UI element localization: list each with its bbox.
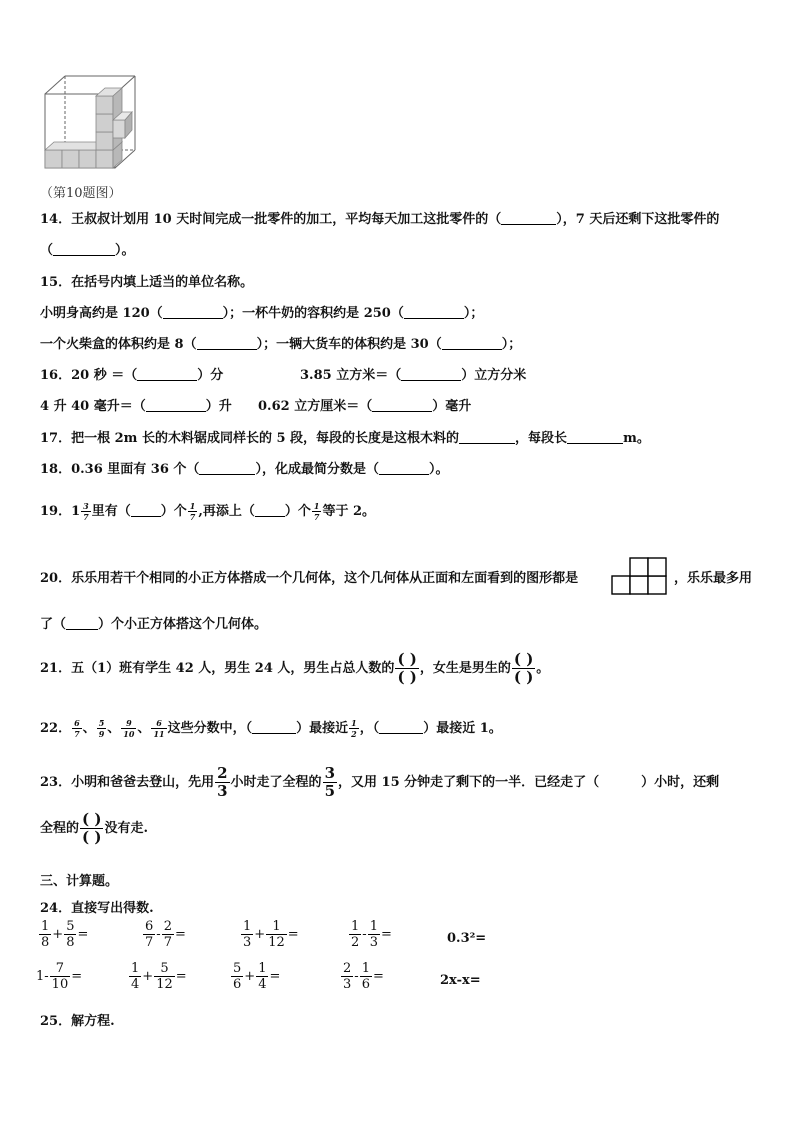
- calc-item: $\frac{2}{3}$ - $\frac{1}{6}$ =: [343, 961, 384, 992]
- answer-blank[interactable]: [146, 397, 206, 412]
- view-grid-figure: [611, 556, 669, 600]
- answer-blank[interactable]: [163, 304, 223, 319]
- answer-blank[interactable]: [379, 719, 423, 734]
- answer-fraction[interactable]: $\frac{( )}{( )}$: [82, 810, 102, 846]
- answer-blank[interactable]: [404, 304, 464, 319]
- answer-blank[interactable]: [401, 366, 461, 381]
- question-17: 17．把一根 2m 长的木料锯成同样长的 5 段，每段的长度是这根木料的 ，每段长 m。: [40, 431, 650, 446]
- question-14-line1: 14．王叔叔计划用 10 天时间完成一批零件的加工，平均每天加工这批零件的（ ），7 天后还剩下这批零件的: [40, 212, 720, 227]
- question-22: 22． $\frac{6}{7}$ 、 $\frac{5}{9}$ 、 $\frac{9}{10}$ 、 $\frac{6}{11}$ 这些分数中，（ ）最接近 $\frac{1}{2}$ ，（ ）最接近 1。: [40, 718, 502, 739]
- question-14-line2: （ ）。: [40, 243, 135, 258]
- fraction: $\frac{3}{5}$: [324, 764, 335, 800]
- question-15-line2: 一个火柴盒的体积约是 8（ ）；一辆大货车的体积约是 30（ ）；: [40, 337, 522, 352]
- question-24-title: 24．直接写出得数.: [40, 901, 154, 916]
- question-15-title: 15．在括号内填上适当的单位名称。: [40, 275, 254, 290]
- question-15-line1: 小明身高约是 120（ ）；一杯牛奶的容积约是 250（ ）；: [40, 306, 484, 321]
- calc-item: 0.3²=: [447, 931, 487, 946]
- question-23-line1: 23．小明和爸爸去登山，先用 $\frac{2}{3}$ 小时走了全程的 $\frac{3}{5}$ ，又用 15 分钟走了剩下的一半．已经走了（ ）小时，还剩: [40, 764, 720, 800]
- fraction: $\frac{3}{7}$: [83, 501, 89, 522]
- calc-item: 1- $\frac{7}{10}$ =: [36, 961, 83, 992]
- question-16-line1b: 3.85 立方米＝（ ）立方分米: [300, 368, 527, 383]
- answer-blank[interactable]: [131, 502, 161, 517]
- question-16-line2: 4 升 40 毫升＝（ ）升: [40, 399, 232, 414]
- fraction: $\frac{2}{3}$: [217, 764, 228, 800]
- fraction: $\frac{6}{7}$: [74, 718, 80, 739]
- fraction: $\frac{1}{2}$: [351, 718, 357, 739]
- answer-blank[interactable]: [442, 335, 502, 350]
- question-20-line1-end: ，乐乐最多用: [674, 571, 753, 586]
- fraction: $\frac{5}{9}$: [98, 718, 105, 739]
- calc-item: $\frac{5}{6}$ + $\frac{1}{4}$ =: [233, 961, 281, 992]
- calc-item: $\frac{1}{8}$ + $\frac{5}{8}$ =: [41, 919, 89, 950]
- calc-item: $\frac{6}{7}$ - $\frac{2}{7}$ =: [145, 919, 186, 950]
- question-20-line1: 20．乐乐用若干个相同的小正方体搭成一个几何体，这个几何体从正面和左面看到的图形都是: [40, 571, 579, 586]
- answer-blank[interactable]: [137, 366, 197, 381]
- answer-blank[interactable]: [459, 429, 515, 444]
- calc-item: $\frac{1}{4}$ + $\frac{5}{12}$ =: [131, 961, 187, 992]
- question-16-line1: 16．20 秒 ＝（ ）分: [40, 368, 224, 383]
- answer-blank[interactable]: [252, 719, 296, 734]
- answer-blank[interactable]: [379, 460, 429, 475]
- answer-blank[interactable]: [197, 335, 257, 350]
- answer-fraction[interactable]: $\frac{( )}{( )}$: [397, 650, 417, 686]
- answer-blank[interactable]: [372, 397, 432, 412]
- section-heading: 三、计算题。: [40, 874, 119, 889]
- figure-caption: （第10题图）: [40, 186, 122, 201]
- question-16-line2b: 0.62 立方厘米＝（ ）毫升: [258, 399, 472, 414]
- fraction: $\frac{1}{7}$: [313, 501, 320, 522]
- cube-figure: [40, 72, 140, 176]
- fraction: $\frac{9}{10}$: [123, 718, 135, 739]
- question-23-line2: 全程的 $\frac{( )}{( )}$ 没有走.: [40, 810, 148, 846]
- answer-blank[interactable]: [501, 210, 556, 225]
- question-21: 21．五（1）班有学生 42 人，男生 24 人，男生占总人数的 $\frac{( )}{( )}$ ，女生是男生的 $\frac{( )}{( )}$ 。: [40, 650, 550, 686]
- question-number: 14．: [40, 212, 72, 227]
- fraction: $\frac{6}{11}$: [153, 718, 165, 739]
- question-20-line2: 了（ ）个小正方体搭这个几何体。: [40, 617, 268, 632]
- calc-item: 2x-x=: [440, 973, 481, 988]
- answer-blank[interactable]: [255, 502, 285, 517]
- answer-blank[interactable]: [567, 429, 623, 444]
- fraction: $\frac{1}{7}$: [189, 501, 196, 522]
- question-18: 18．0.36 里面有 36 个（ ），化成最简分数是（ ）。: [40, 462, 449, 477]
- answer-blank[interactable]: [199, 460, 255, 475]
- calc-item: $\frac{1}{2}$ - $\frac{1}{3}$ =: [351, 919, 392, 950]
- question-19: 19．1 $\frac{3}{7}$ 里有（ ）个 $\frac{1}{7}$ ,再添上（ ）个 $\frac{1}{7}$ 等于 2。: [40, 501, 376, 522]
- answer-fraction[interactable]: $\frac{( )}{( )}$: [513, 650, 534, 686]
- answer-blank[interactable]: [53, 241, 115, 256]
- calc-item: $\frac{1}{3}$ + $\frac{1}{12}$ =: [243, 919, 299, 950]
- answer-blank[interactable]: [66, 615, 98, 630]
- question-25: 25．解方程.: [40, 1014, 115, 1029]
